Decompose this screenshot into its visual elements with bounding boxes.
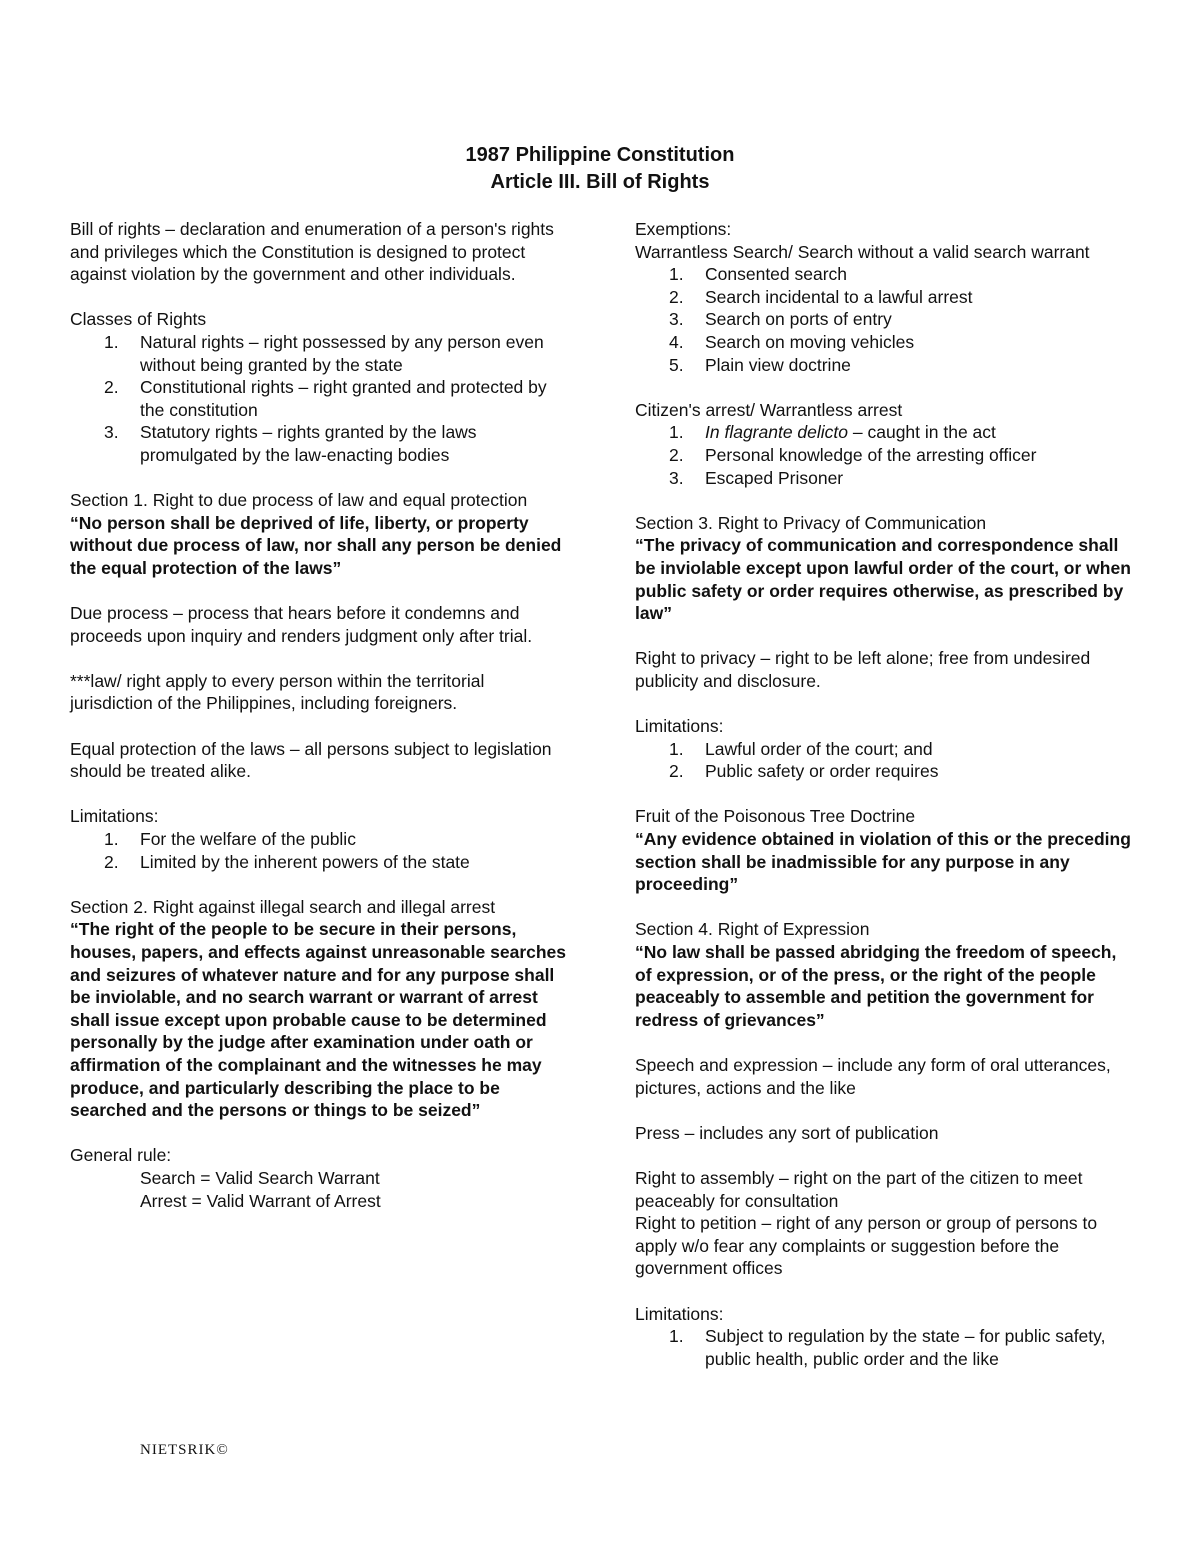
warrantless-search-list (635, 263, 1135, 376)
classes-heading: Classes of Rights (70, 309, 207, 330)
document-header (0, 142, 1200, 196)
general-rule-arrest: Arrest = Valid Warrant of Arrest (140, 1190, 381, 1211)
privacy-limitations-list (635, 738, 1135, 783)
list-item: 1. For the welfare of the public (104, 829, 356, 850)
list-item: 1. In flagrante delicto – caught in the act (669, 422, 996, 443)
warrantless-search-heading: Warrantless Search/ Search without a valid search warrant (635, 241, 1090, 262)
privacy-limitations-heading: Limitations: (635, 716, 724, 737)
limitations-heading: Limitations: (70, 806, 159, 827)
list-item: 3. Statutory rights – rights granted by the laws promulgated by the law-enacting bodies (104, 422, 477, 465)
press-definition: Press – includes any sort of publication (635, 1122, 939, 1143)
latin-term: In flagrante delicto (705, 422, 849, 443)
list-item: 4. Search on moving vehicles (669, 331, 915, 352)
list-item: 1. Lawful order of the court; and (669, 738, 933, 759)
exemptions-heading: Exemptions: (635, 219, 732, 239)
due-process-definition: Due process – process that hears before it condemns and proceeds upon inquiry and renders judgment only after trial. (70, 603, 533, 646)
fruit-doctrine-quote: “Any evidence obtained in violation of this or the preceding section shall be inadmissible for any purpose in any proceeding” (635, 829, 1131, 895)
list-item: 2. Constitutional rights – right granted and protected by the constitution (104, 377, 547, 420)
list-item: 2. Search incidental to a lawful arrest (669, 286, 973, 307)
section2-heading: Section 2. Right against illegal search and illegal arrest (70, 896, 496, 917)
list-item: 2. Limited by the inherent powers of the state (104, 851, 470, 872)
speech-definition: Speech and expression – include any form of oral utterances, pictures, actions and the like (635, 1054, 1111, 1098)
warrantless-arrest-list (635, 421, 1135, 489)
classes-list (70, 331, 570, 467)
section1-quote: “No person shall be deprived of life, liberty, or property without due process of law, nor shall any person be denied the equal protection of the laws” (70, 512, 562, 578)
right-to-privacy-definition: Right to privacy – right to be left alone; free from undesired publicity and disclosure. (635, 648, 1091, 691)
expression-limitations-heading: Limitations: (635, 1303, 724, 1324)
list-item: 2. Personal knowledge of the arresting officer (669, 444, 1037, 465)
section3-quote: “The privacy of communication and correspondence shall be inviolable except upon lawful order of the court, or when public safety or order requires otherwise, as prescribed by law” (635, 535, 1131, 624)
expression-limitations-list (635, 1325, 1135, 1370)
limitations-list (70, 828, 570, 873)
right-column (635, 218, 1135, 1370)
fruit-doctrine-heading: Fruit of the Poisonous Tree Doctrine (635, 806, 916, 827)
section4-heading: Section 4. Right of Expression (635, 919, 870, 940)
section2-quote: “The right of the people to be secure in their persons, houses, papers, and effects against unreasonable searches and seizures of whatever nature and for any purpose shall be inviolable, and no search warrant or warrant of arrest shall issue except upon probable cause to be determined personally by the judge after examination under oath or affirmation of the complainant and the witnesses he may produce, and particularly describing the place to be searched and the persons or things to be seized” (70, 919, 567, 1121)
list-item: 1. Subject to regulation by the state – for public safety, public health, public order and the like (669, 1326, 1106, 1369)
document-subtitle: Article III. Bill of Rights (490, 171, 710, 193)
list-item: 3. Escaped Prisoner (669, 467, 844, 488)
general-rule-heading: General rule: (70, 1145, 172, 1166)
list-item: 2. Public safety or order requires (669, 761, 939, 782)
list-item: 1. Natural rights – right possessed by any person even without being granted by the state (104, 331, 544, 375)
petition-definition: Right to petition – right of any person or group of persons to apply w/o fear any complaints or suggestion before the government offices (635, 1213, 1098, 1279)
general-rule-search: Search = Valid Search Warrant (140, 1167, 380, 1188)
left-column (70, 218, 570, 1212)
list-item: 5. Plain view doctrine (669, 354, 851, 375)
section4-quote: “No law shall be passed abridging the freedom of speech, of expression, or of the press, or the right of the people peaceably to assemble and petition the government for redress of grievances” (635, 942, 1117, 1030)
equal-protection-definition: Equal protection of the laws – all persons subject to legislation should be treated alike. (70, 738, 552, 782)
section1-heading: Section 1. Right to due process of law and equal protection (70, 490, 528, 511)
bill-of-rights-definition: Bill of rights – declaration and enumeration of a person's rights and privileges which the Constitution is designed to protect against violation by the government and other individuals. (70, 219, 554, 285)
list-item: 3. Search on ports of entry (669, 309, 892, 330)
citizens-arrest-heading: Citizen's arrest/ Warrantless arrest (635, 399, 903, 420)
law-note: ***law/ right apply to every person within the territorial jurisdiction of the Philippines, including foreigners. (70, 670, 485, 714)
footer-signature: NIETSRIK© (140, 1442, 229, 1458)
list-item: 1. Consented search (669, 264, 848, 285)
assembly-definition: Right to assembly – right on the part of the citizen to meet peaceably for consultation (635, 1167, 1083, 1211)
section3-heading: Section 3. Right to Privacy of Communication (635, 512, 987, 533)
document-title: 1987 Philippine Constitution (465, 144, 735, 166)
